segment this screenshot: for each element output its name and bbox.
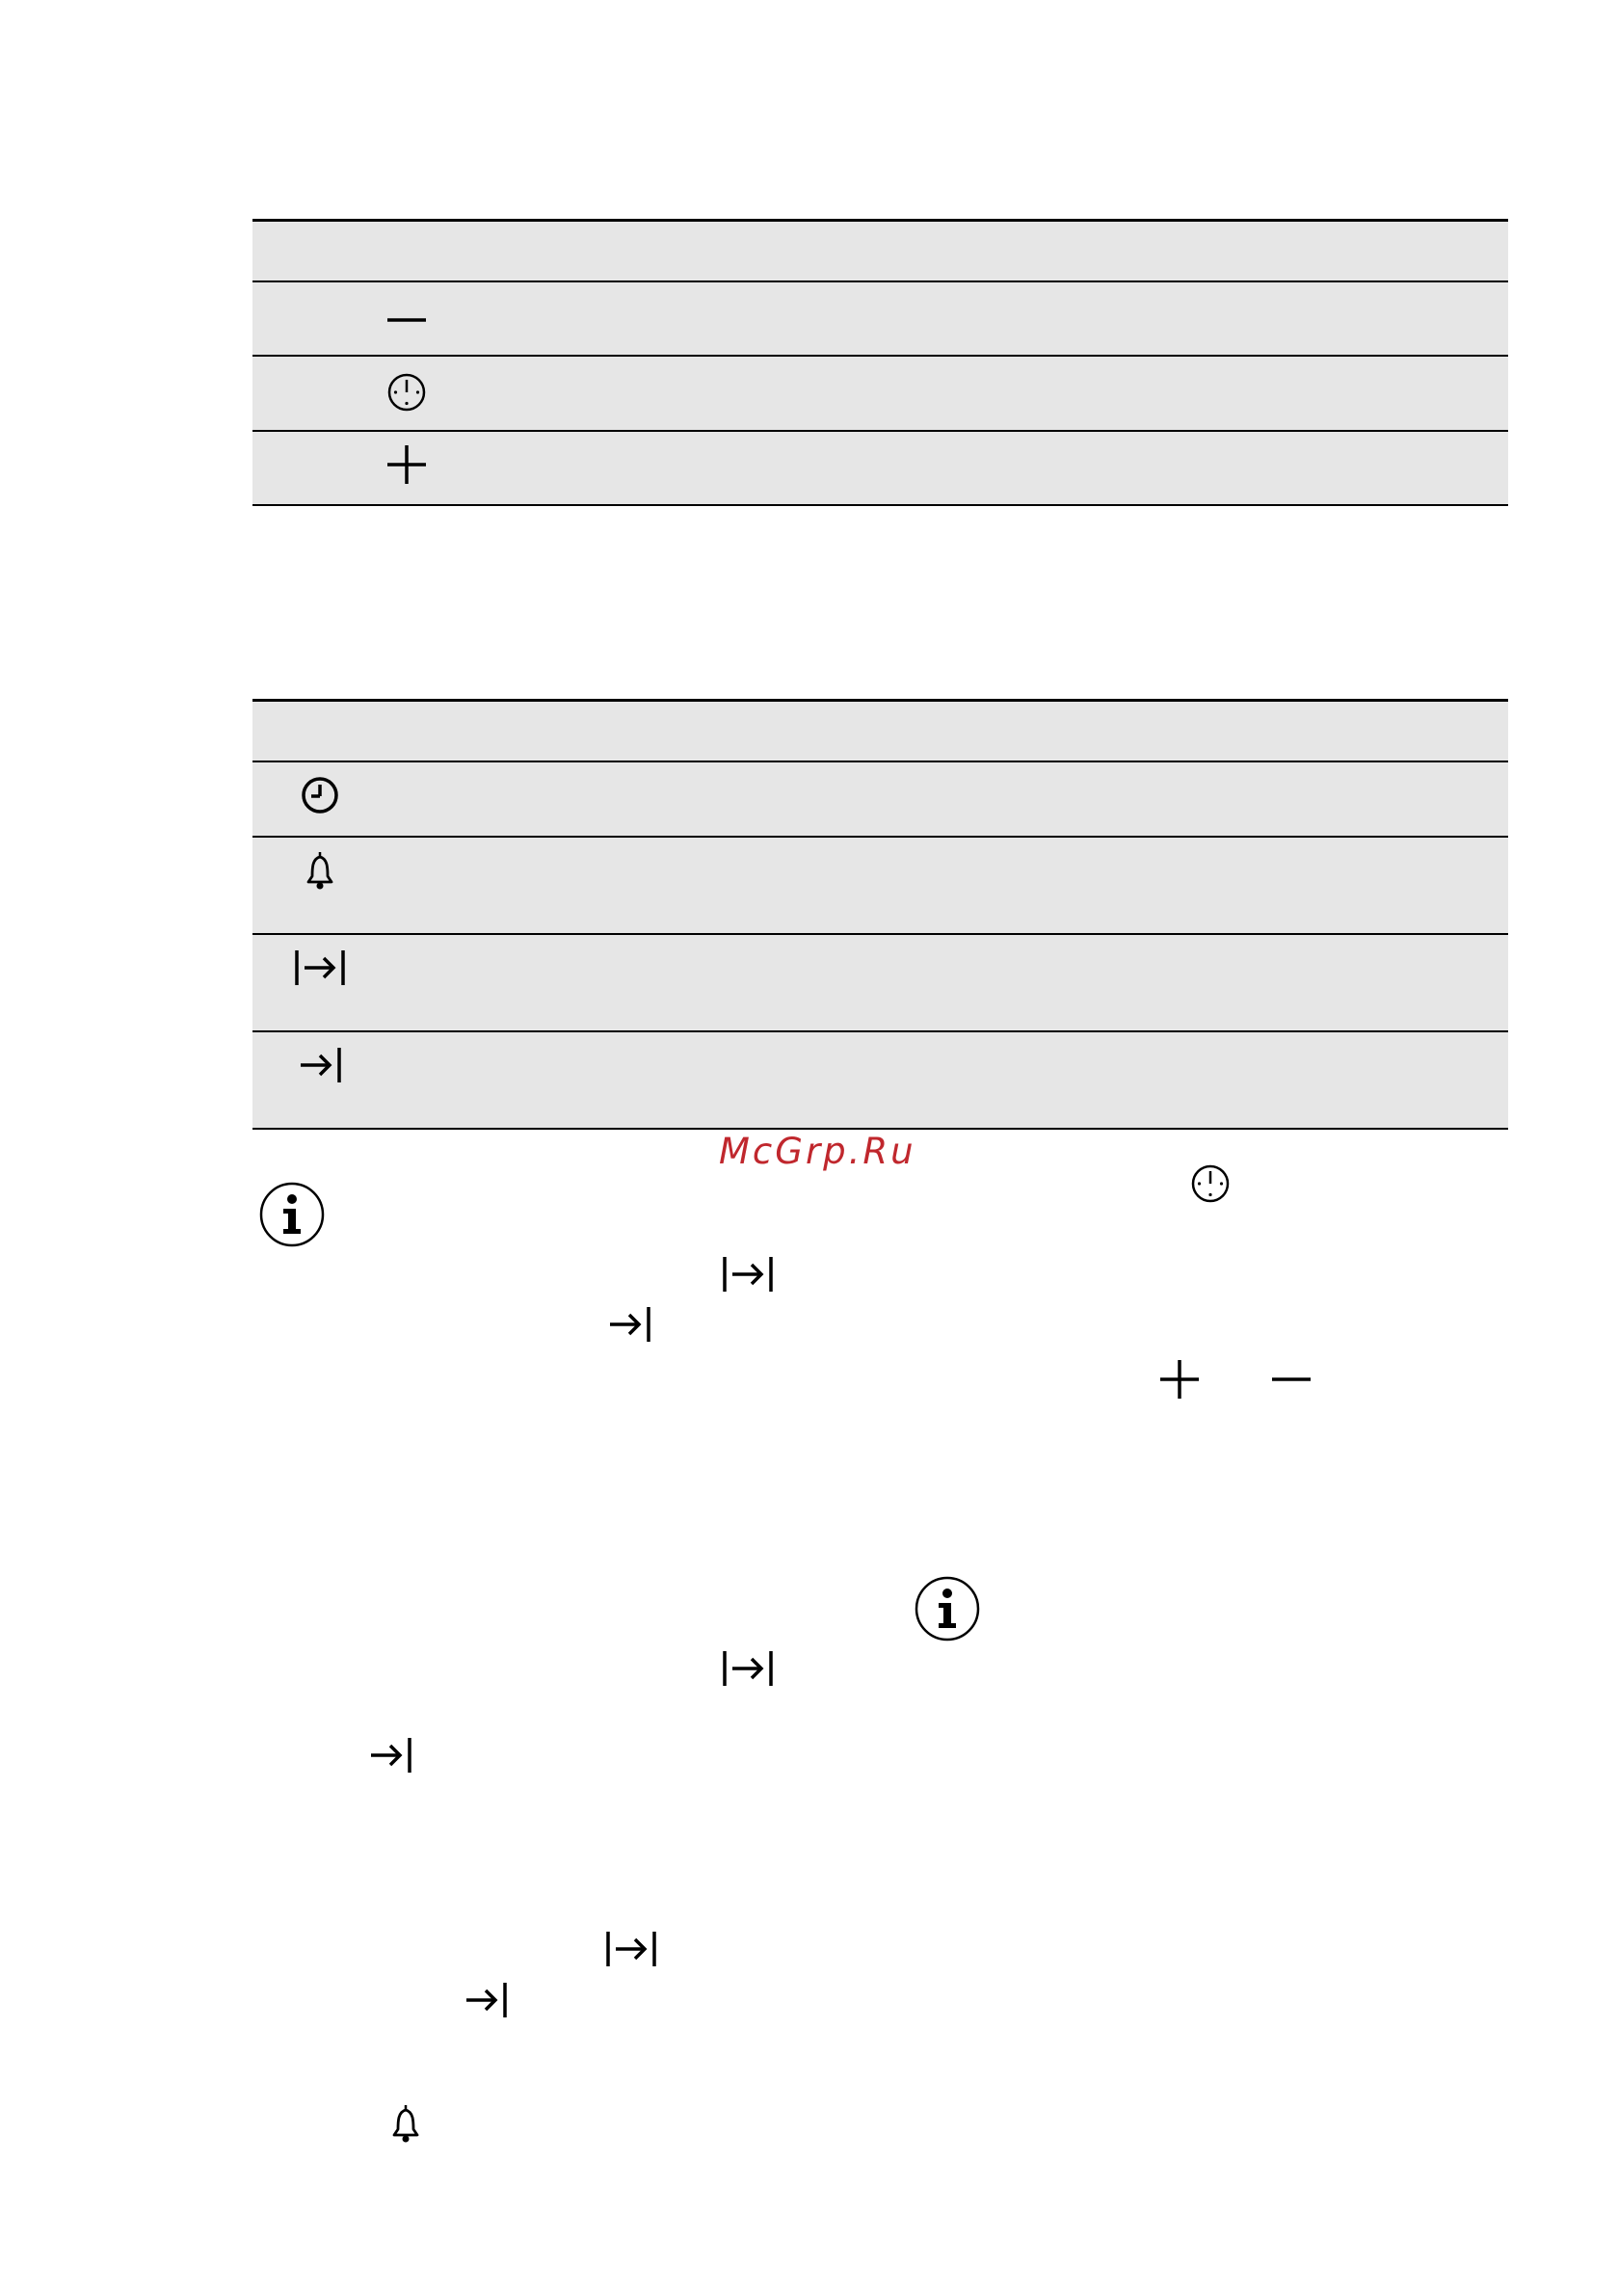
end-time-icon <box>606 1303 652 1349</box>
table-header-row <box>252 699 1508 762</box>
table-row <box>252 1032 1508 1130</box>
duration-icon <box>721 1253 775 1299</box>
minus-icon <box>1270 1358 1313 1404</box>
clock-icon <box>299 774 341 816</box>
bell-icon <box>385 2102 427 2149</box>
bell-icon <box>299 849 341 892</box>
watermark: McGrp.Ru <box>719 1131 916 1172</box>
end-time-icon <box>297 1044 343 1086</box>
clock-functions-table <box>252 699 1508 1130</box>
table-row <box>252 935 1508 1032</box>
duration-icon <box>604 1928 658 1974</box>
clock-touch-icon <box>1189 1162 1232 1209</box>
table-row <box>252 357 1508 432</box>
table-header-row <box>252 219 1508 282</box>
duration-icon <box>293 947 347 989</box>
minus-icon <box>385 299 428 341</box>
duration-icon <box>721 1647 775 1694</box>
table-row <box>252 432 1508 506</box>
clock-touch-icon <box>385 371 428 414</box>
keypad-table <box>252 219 1508 506</box>
table-row <box>252 838 1508 935</box>
table-row <box>252 282 1508 357</box>
end-time-icon <box>367 1734 413 1780</box>
table-row <box>252 762 1508 838</box>
plus-icon <box>1158 1358 1201 1404</box>
plus-icon <box>385 443 428 486</box>
end-time-icon <box>463 1979 509 2025</box>
info-icon <box>258 1181 326 1252</box>
info-icon <box>914 1575 981 1646</box>
